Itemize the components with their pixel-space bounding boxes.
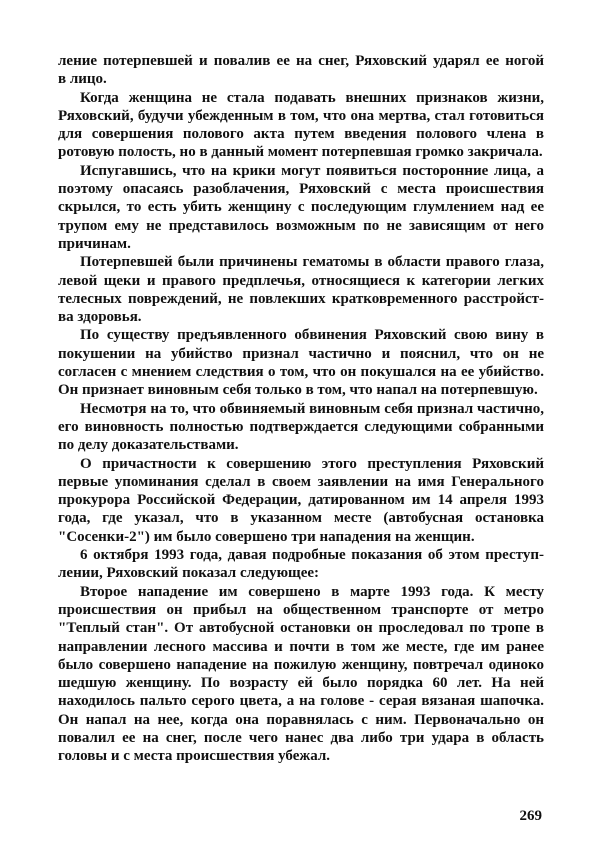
text-line: скрылся, то есть убить женщину с последующим глумлением над ее [58, 199, 544, 216]
text-line: "Сосенки-2") им было совершено три нападения на женщин. [58, 528, 475, 545]
text-line: причинам. [58, 235, 131, 252]
text-line: Второе нападение им совершено в марте 1993 года. К месту [80, 583, 544, 600]
text-line: "Теплый стан". От автобусной остановки он проследовал по тропе в [58, 620, 544, 637]
text-line: его виновность полностью подтверждается следующими собранными [58, 418, 544, 435]
paragraph [58, 253, 544, 326]
text-line: было совершено нападение на пожилую женщину, повтречал одиноко [58, 656, 544, 673]
text-line: Ряховский, будучи убежденным в том, что она мертва, стал готовиться [58, 107, 544, 124]
text-line: Он напал на нее, когда она поравнялась с ним. Первоначально он [58, 711, 544, 728]
text-line: шедшую женщину. По возрасту ей было порядка 60 лет. На ней [58, 675, 544, 692]
paragraph [58, 546, 544, 583]
paragraph [58, 400, 544, 455]
text-line: для совершения полового акта путем введения полового члена в [58, 126, 544, 143]
text-line: головы и с места происшествия убежал. [58, 748, 331, 765]
text-line: лении, Ряховский показал следующее: [58, 565, 320, 582]
text-line: происшествия он прибыл на общественном транспорте от метро [58, 601, 544, 618]
text-line: ротовую полость, но в данный момент потерпевшая громко закричала. [58, 144, 543, 161]
text-line: находилось пальто серого цвета, а на голове - серая вязаная шапочка. [58, 693, 544, 710]
text-line: в лицо. [58, 71, 107, 88]
text-line: левой щеки и правого предплечья, относящиеся к категории легких [58, 272, 544, 289]
paragraph [58, 326, 544, 399]
text-line: года, где указал, что в указанном месте (автобусная остановка [58, 510, 544, 527]
text-line: покушении на убийство признал частично и пояснил, что он не [58, 345, 544, 362]
text-line: направлении лесного массива и почти в том же месте, где им ранее [58, 638, 544, 655]
text-line: Испугавшись, что на крики могут появиться посторонние лица, а [80, 162, 544, 179]
text-line: поэтому опасаясь разоблачения, Ряховский с места происшествия [58, 181, 544, 198]
text-line: повалил ее на снег, после чего нанес два либо три удара в область [58, 729, 544, 746]
paragraph [58, 583, 544, 766]
text-line: Потерпевшей были причинены гематомы в области правого глаза, [80, 254, 544, 271]
text-line: ление потерпевшей и повалив ее на снег, Ряховский ударял ее ногой [58, 53, 544, 69]
text-line: прокурора Российской Федерации, датированном им 14 апреля 1993 [58, 492, 544, 509]
text-line: телесных повреждений, не повлекших кратковременного расстройст- [58, 290, 544, 307]
text-line: первые упоминания сделал в своем заявлении на имя Генерального [58, 473, 544, 490]
page-number: 269 [519, 808, 542, 824]
text-line: По существу предъявленного обвинения Ряховский свою вину в [80, 327, 544, 344]
text-line: 6 октября 1993 года, давая подробные показания об этом преступ- [80, 547, 544, 564]
page-body [58, 52, 544, 766]
paragraph [58, 455, 544, 546]
paragraph [58, 52, 544, 89]
text-line: Он признает виновным себя только в том, что напал на потерпевшую. [58, 382, 538, 399]
text-line: согласен с мнением следствия о том, что он покушался на ее убийство. [58, 364, 544, 381]
text-line: О причастности к совершению этого преступления Ряховский [80, 455, 544, 472]
text-line: по делу доказательствами. [58, 437, 239, 454]
paragraph [58, 162, 544, 253]
text-line: Несмотря на то, что обвиняемый виновным себя признал частично, [80, 400, 544, 417]
text-line: ва здоровья. [58, 309, 142, 326]
text-line: трупом ему не представилось возможным по не зависящим от него [58, 217, 544, 234]
paragraph [58, 89, 544, 162]
text-line: Когда женщина не стала подавать внешних признаков жизни, [80, 89, 544, 106]
